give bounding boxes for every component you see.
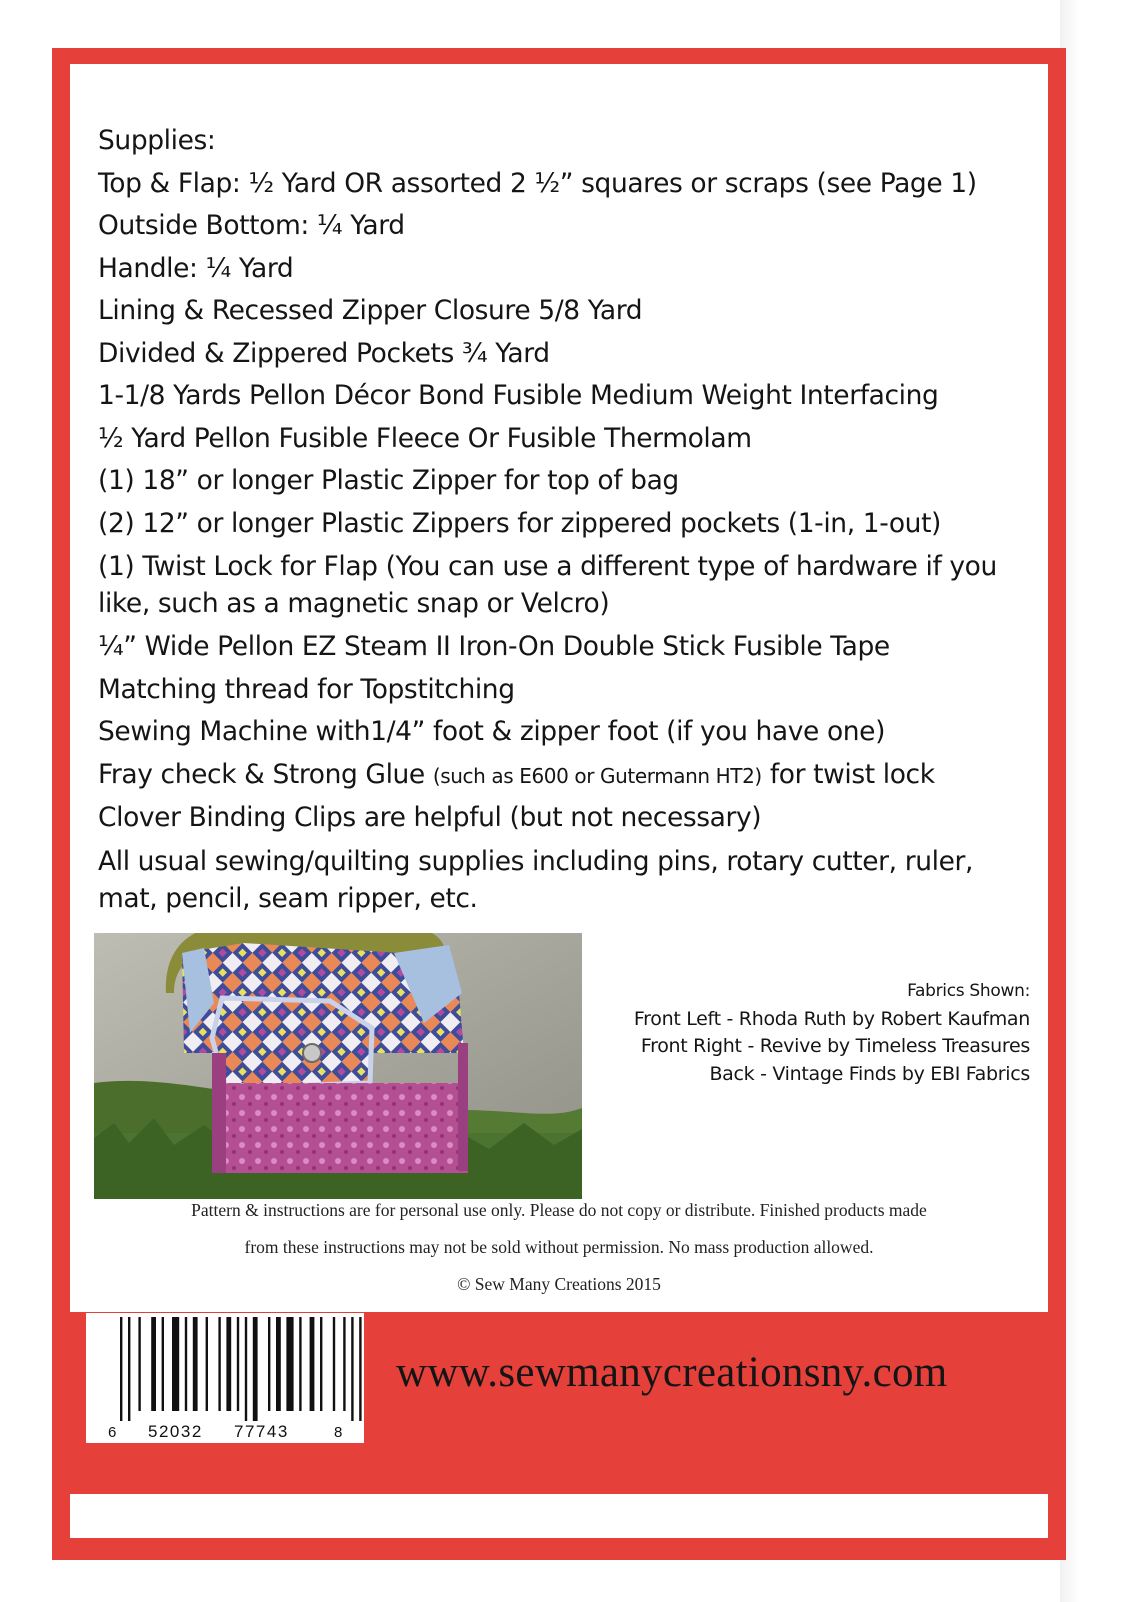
barcode-bar [162,1317,164,1411]
barcode-bar [299,1317,301,1411]
barcode-bar [185,1317,187,1411]
supply-item: ½ Yard Pellon Fusible Fleece Or Fusible Thermolam [98,422,752,454]
fabric-line: Front Left - Rhoda Ruth by Robert Kaufman [633,1007,1030,1030]
supply-item: (1) 18” or longer Plastic Zipper for top of bag [98,465,679,496]
bag-photo-illustration [94,933,582,1199]
supply-item: Top & Flap: ½ Yard OR assorted 2 ½” squares or scraps (see Page 1) [98,167,977,199]
barcode-bar [320,1317,322,1411]
barcode-graphic [86,1313,364,1443]
fabrics-caption [570,978,1030,1088]
disclaimer-line: from these instructions may not be sold without permission. No mass production allowed. [244,1237,874,1257]
usage-disclaimer [70,1192,1048,1303]
supply-item: Lining & Recessed Zipper Closure 5/8 Yard [98,295,643,326]
barcode-bar [286,1317,293,1411]
barcode-bar [218,1317,220,1411]
copyright: © Sew Many Creations 2015 [457,1274,661,1294]
supply-item: Sewing Machine with1/4” foot & zipper foot (if you have one) [98,716,886,747]
supply-item: (1) Twist Lock for Flap (You can use a different type of hardware if you like, such as a magnetic snap or Velcro) [98,551,997,619]
content-panel [70,64,1048,1312]
barcode-bar [206,1317,208,1411]
barcode-bar [128,1317,130,1421]
bag-photo [94,933,582,1199]
barcode-bar [343,1317,345,1411]
supply-item: Clover Binding Clips are helpful (but not necessary) [98,802,762,833]
barcode-bar [226,1317,231,1411]
barcode-group-2: 77743 [234,1422,289,1441]
barcode-bar [172,1317,179,1411]
barcode-bar [351,1317,353,1421]
barcode-group-1: 52032 [148,1422,203,1441]
barcode-bar [310,1317,315,1411]
barcode-bar [276,1317,281,1411]
supply-item: ¼” Wide Pellon EZ Steam II Iron-On Double Stick Fusible Tape [98,631,890,662]
supply-item-glue [98,754,1028,798]
supply-item: Outside Bottom: ¼ Yard [98,210,405,241]
upc-barcode [86,1313,364,1443]
supply-item: 1-1/8 Yards Pellon Décor Bond Fusible Medium Weight Interfacing [98,380,939,411]
disclaimer-line: Pattern & instructions are for personal use only. Please do not copy or distribute. Finished products made [191,1200,927,1220]
fabrics-title: Fabrics Shown: [907,981,1030,1001]
barcode-bar [151,1317,156,1411]
fabric-line: Back - Vintage Finds by EBI Fabrics [709,1062,1030,1085]
barcode-bar [120,1317,122,1421]
website-url: www.sewmanycreationsny.com [396,1349,948,1396]
barcode-bar [268,1317,270,1411]
barcode-bar [245,1317,247,1421]
supply-item: All usual sewing/quilting supplies including pins, rotary cutter, ruler, mat, pencil, seam ripper, etc. [98,845,973,914]
supply-item: Matching thread for Topstitching [98,673,515,705]
supply-item: Handle: ¼ Yard [98,252,294,284]
barcode-bar [359,1317,361,1421]
supply-item: Divided & Zippered Pockets ¾ Yard [98,337,550,369]
glue-text: Fray check & Strong Glue [98,758,425,790]
glue-note: (such as E600 or Gutermann HT2) [432,763,762,788]
barcode-lead-digit: 6 [108,1424,117,1441]
pattern-back-cover [52,48,1066,1560]
barcode-check-digit: 8 [334,1424,343,1441]
barcode-bar [138,1317,140,1411]
supply-item: (2) 12” or longer Plastic Zippers for zippered pockets (1-in, 1-out) [98,507,941,539]
bottom-white-strip [70,1494,1048,1538]
barcode-bar [333,1317,335,1411]
glue-text-end: for twist lock [769,758,935,790]
barcode-bar [193,1317,198,1411]
barcode-bar [253,1317,258,1421]
supplies-list [98,120,1028,921]
barcode-bar [237,1317,239,1411]
fabric-line: Front Right - Revive by Timeless Treasures [640,1035,1030,1057]
supplies-heading: Supplies: [98,125,216,156]
